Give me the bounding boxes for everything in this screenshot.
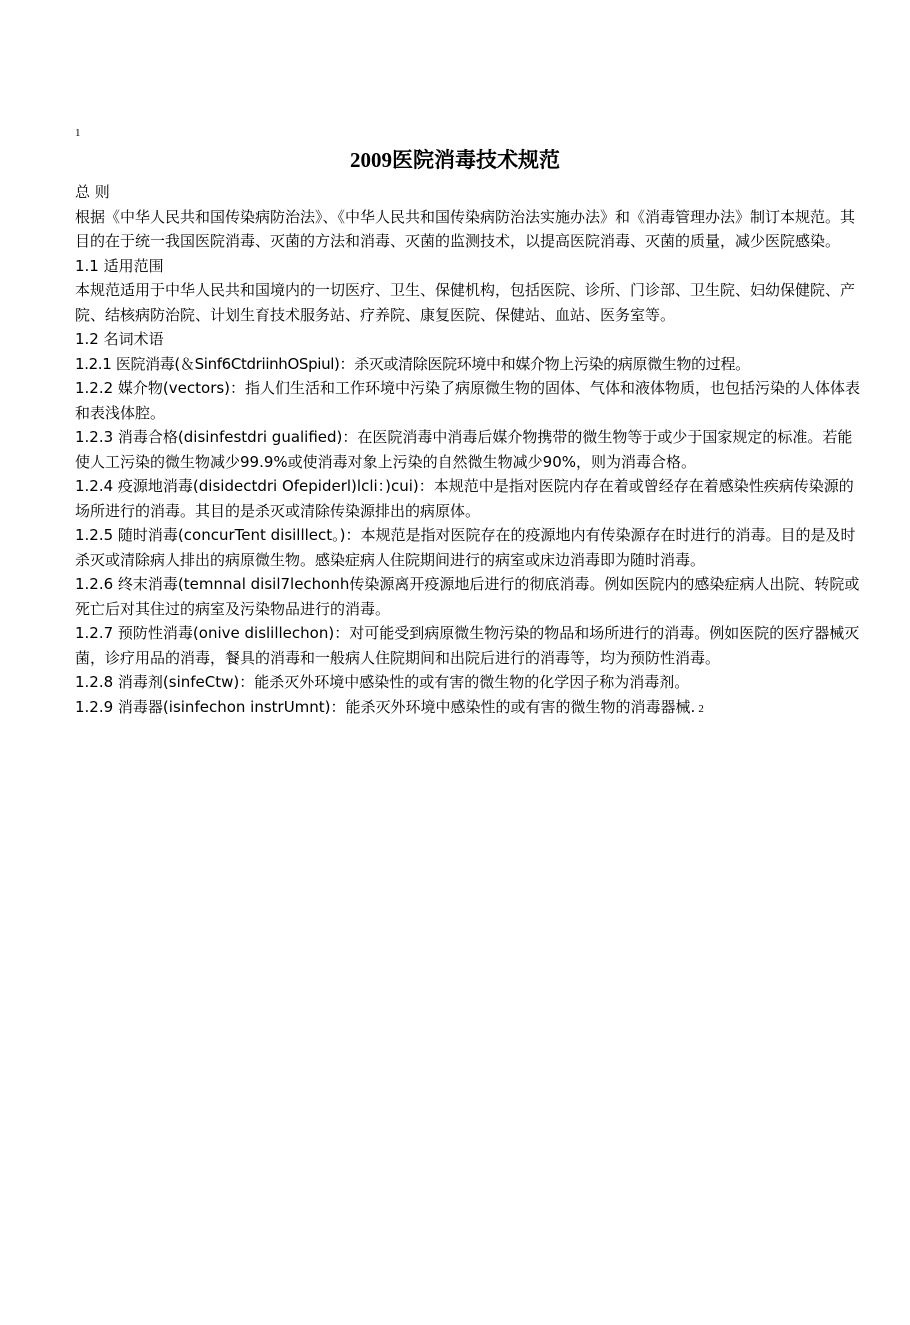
title-text: 医院消毒技术规范 — [392, 148, 560, 172]
paragraph-purpose: 根据《中华人民共和国传染病防治法》、《中华人民共和国传染病防治法实施办法》和《消毒管理办法》制订本规范。其目的在于统一我国医院消毒、灭菌的方法和消毒、灭菌的监测技术，以提高医院消毒、灭菌的质量，减少医院感染。 — [75, 207, 856, 250]
section-heading-general: 总 则 — [75, 183, 110, 201]
paragraph-scope: 本规范适用于中华人民共和国境内的一切医疗、卫生、保健机构，包括医院、诊所、门诊部、卫生院、妇幼保健院、产院、结核病防治院、计划生育技术服务站、疗养院、康复医院、保健站、血站、医务室等。 — [75, 281, 856, 324]
term-disinfection-instrument — [75, 695, 865, 722]
term-vectors: 1.2.2 媒介物(vectors)：指人们生活和工作环境中污染了病原微生物的固体、气体和液体物质，也包括污染的人体体表和表浅体腔。 — [75, 379, 861, 422]
document-title — [0, 146, 910, 174]
term-hospital-disinfection: 1.2.1 医院消毒(＆Sinf6CtdriinhOSpiul)：杀灭或清除医院环境中和媒介物上污染的病原微生物的过程。 — [75, 354, 750, 373]
document-body — [75, 180, 865, 721]
term-concurrent-disinfection: 1.2.5 随时消毒(concurTent disilllect。)：本规范是指对医院存在的疫源地内有传染源存在时进行的消毒。目的是及时杀灭或清除病人排出的病原微生物。感染症病人住院期间进行的病室或床边消毒即为随时消毒。 — [75, 526, 856, 569]
term-terminal-disinfection: 1.2.6 终末消毒(temnnal disil7lechonh传染源离开疫源地后进行的彻底消毒。例如医院内的感染症病人出院、转院或死亡后对其住过的病室及污染物品进行的消毒。 — [75, 575, 860, 618]
title-year: 2009 — [350, 148, 392, 172]
term-disinfection-qualified: 1.2.3 消毒合格(disinfestdri gualified)：在医院消毒中消毒后媒介物携带的微生物等于或少于国家规定的标准。若能使人工污染的微生物减少99.9%或使消毒对象上污染的自然微生物减少90%，则为消毒合格。 — [75, 428, 853, 471]
page-number-marker-bottom: 2 — [698, 702, 704, 715]
section-heading-terms: 1.2 名词术语 — [75, 330, 164, 348]
term-epidemic-focus-disinfection: 1.2.4 疫源地消毒(disidectdri Ofepiderl)lcli：)cui)：本规范中是指对医院内存在着或曾经存在着感染性疾病传染源的场所进行的消毒。其目的是杀灭或清除传染源排出的病原体。 — [75, 477, 854, 520]
term-disinfection-instrument-text: 1.2.9 消毒器(isinfechon instrUmnt)：能杀灭外环境中感染性的或有害的微生物的消毒器械. — [75, 697, 696, 716]
page-number-marker: 1 — [75, 127, 81, 139]
section-heading-scope: 1.1 适用范围 — [75, 256, 164, 275]
term-preventive-disinfection: 1.2.7 预防性消毒(onive dislillechon)：对可能受到病原微生物污染的物品和场所进行的消毒。例如医院的医疗器械灭菌，诊疗用品的消毒，餐具的消毒和一般病人住院期间和出院后进行的消毒等，均为预防性消毒。 — [75, 624, 860, 667]
term-disinfectant: 1.2.8 消毒剂(sinfeCtw)：能杀灭外环境中感染性的或有害的微生物的化学因子称为消毒剂。 — [75, 673, 690, 691]
